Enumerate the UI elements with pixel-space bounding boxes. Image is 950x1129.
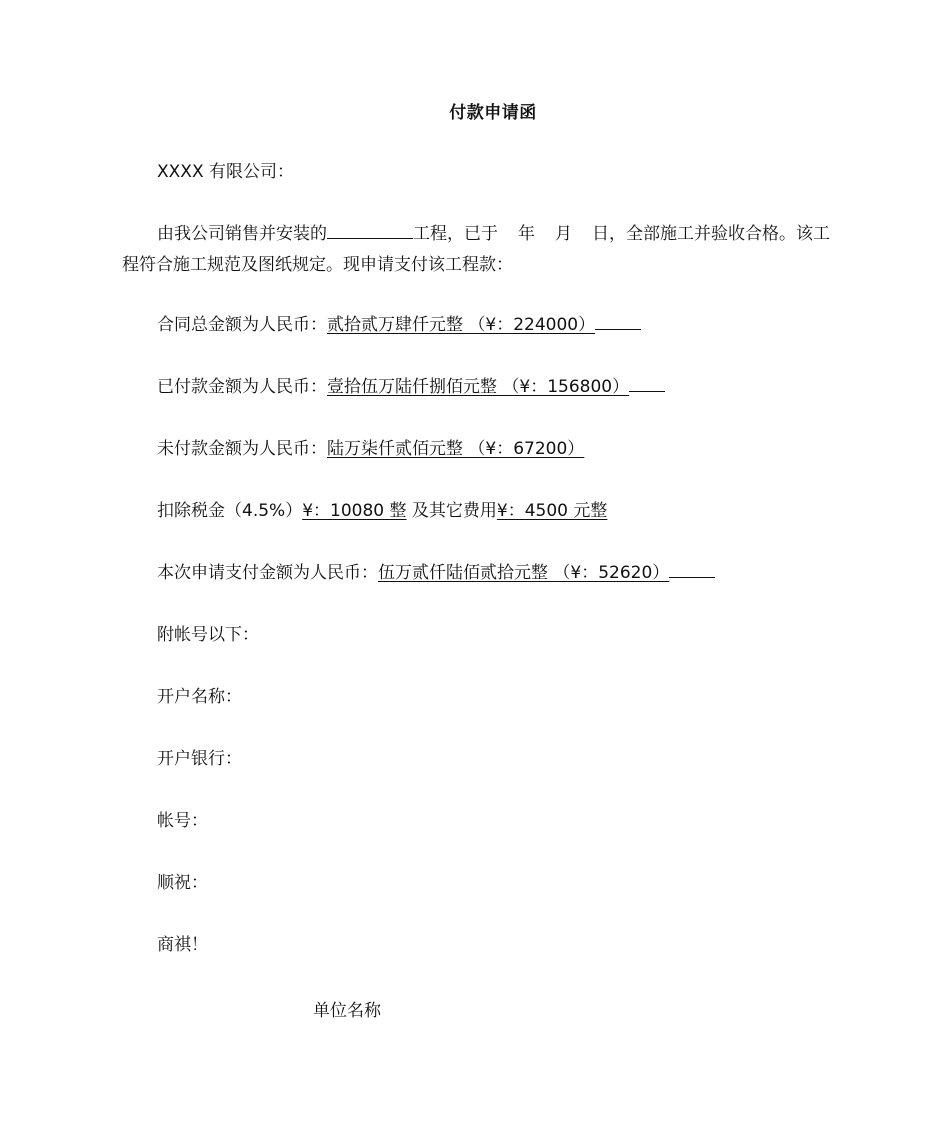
tax-label: 扣除税金（4.5%） — [157, 501, 303, 521]
project-name-blank — [327, 222, 413, 239]
closing-2: 商祺！ — [157, 935, 208, 955]
unpaid-amount: 陆万柒仟贰佰元整 （¥：67200） — [327, 439, 585, 459]
account-number: 帐号： — [157, 811, 208, 831]
bank-name: 开户银行： — [157, 749, 242, 769]
unpaid-label: 未付款金额为人民币： — [157, 439, 327, 459]
account-name: 开户名称： — [157, 687, 242, 707]
requested-amount: 伍万贰仟陆佰贰拾元整 （¥：52620） — [378, 563, 670, 583]
contract-total-amount: 贰拾贰万肆仟元整 （¥：224000） — [327, 315, 596, 335]
tax-middle: 及其它费用 — [406, 501, 497, 521]
unpaid-line — [157, 437, 584, 461]
account-heading: 附帐号以下： — [157, 625, 259, 645]
requested-line — [157, 561, 715, 585]
paid-line — [157, 375, 665, 399]
tax-amount: ¥：10080 整 — [302, 501, 407, 521]
intro-paragraph — [122, 219, 834, 281]
salutation: XXXX 有限公司： — [157, 162, 294, 182]
intro-day: 日，全部施工并验收合格。该工程符合施工规范及图纸规定。现申请支付该工程款： — [122, 224, 830, 275]
contract-total-label: 合同总金额为人民币： — [157, 315, 327, 335]
fee-amount: ¥：4500 元整 — [496, 501, 608, 521]
intro-part1: 由我公司销售并安装的 — [157, 224, 327, 244]
requested-label: 本次申请支付金额为人民币： — [157, 563, 378, 583]
paid-label: 已付款金额为人民币： — [157, 377, 327, 397]
signature-unit-name: 单位名称 — [313, 1001, 381, 1021]
closing-1: 顺祝： — [157, 873, 208, 893]
intro-part2: 工程，已于 — [413, 224, 498, 244]
tax-line — [157, 499, 607, 523]
paid-amount: 壹拾伍万陆仟捌佰元整 （¥：156800） — [327, 377, 630, 397]
intro-month: 月 — [555, 224, 572, 244]
document-title: 付款申请函 — [449, 103, 537, 123]
intro-year: 年 — [518, 224, 535, 244]
contract-total-line — [157, 313, 641, 337]
